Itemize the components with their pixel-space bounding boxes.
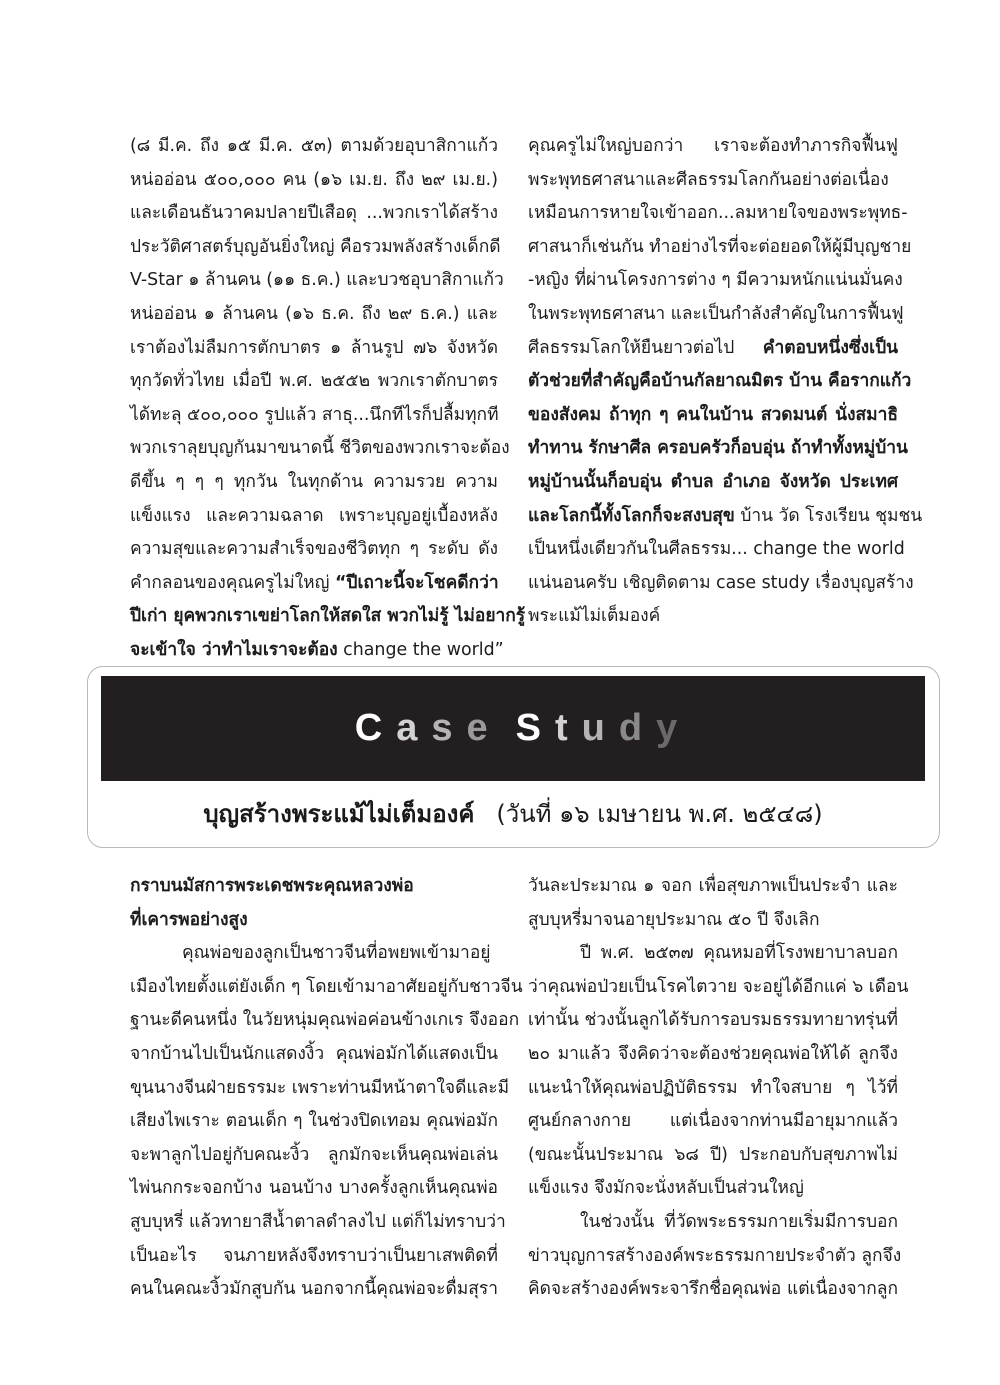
bold-line: ทำทาน รักษาศีล ครอบครัวก็อบอุ่น ถ้าทำทั้งหมู่บ้าน [528, 438, 908, 459]
case-study-letter: y [656, 707, 692, 749]
bold-line: ของสังคม ถ้าทุก ๆ คนในบ้าน สวดมนต์ นั่งสมาธิ [528, 404, 898, 425]
case-study-banner [101, 676, 925, 781]
text-line: หน่ออ่อน ๕๐๐,๐๐๐ คน (๑๖ เม.ย. ถึง ๒๙ เม.ย.) [130, 169, 498, 190]
text-line: แนะนำให้คุณพ่อปฏิบัติธรรม ทำใจสบาย ๆ ไว้ที่ [528, 1077, 898, 1098]
case-study-letter: S [515, 707, 555, 749]
text-line: เมืองไทยตั้งแต่ยังเด็ก ๆ โดยเข้ามาอาศัยอยู่กับชาวจีน [130, 976, 523, 997]
text-line: เป็นหนึ่งเดียวกันในศีลธรรม... change the world [528, 539, 905, 560]
text-line: คนในคณะงิ้วมักสูบกัน นอกจากนี้คุณพ่อจะดื่มสุรา [130, 1279, 498, 1300]
text-line: (ขณะนั้นประมาณ ๖๘ ปี) ประกอบกับสุขภาพไม่ [528, 1144, 898, 1165]
quote-bold: “ปีเถาะนี้จะโชคดีกว่า [335, 572, 499, 593]
text-line: ในช่วงนั้น ที่วัดพระธรรมกายเริ่มมีการบอก [580, 1211, 898, 1232]
top-left-column [130, 130, 526, 668]
text-line: ดีขึ้น ๆ ๆ ๆ ทุกวัน ในทุกด้าน ความรวย ความ [130, 471, 498, 492]
bold-line: ตัวช่วยที่สำคัญคือบ้านกัลยาณมิตร บ้าน คือรากแก้ว [528, 371, 912, 392]
case-study-heading: บุญสร้างพระแม้ไม่เต็มองค์ [203, 800, 475, 828]
text-line: จากบ้านไปเป็นนักแสดงงิ้ว คุณพ่อมักได้แสดงเป็น [130, 1043, 498, 1064]
text-line: ๒๐ มาแล้ว จึงคิดว่าจะต้องช่วยคุณพ่อให้ได้ ลูกจึง [528, 1043, 898, 1064]
line-bold: และโลกนี้ทั้งโลกก็จะสงบสุข [528, 505, 735, 526]
text-line: ในพระพุทธศาสนา และเป็นกำลังสำคัญในการฟื้นฟู [528, 303, 904, 324]
text-line: ไพ่นกกระจอกบ้าง นอนบ้าง บางครั้งลูกเห็นคุณพ่อ [130, 1178, 498, 1199]
text-line: ปี พ.ศ. ๒๕๓๗ คุณหมอที่โรงพยาบาลบอก [580, 943, 898, 964]
line-normal: บ้าน วัด โรงเรียน ชุมชน [734, 505, 923, 526]
text-line: เราต้องไม่ลืมการตักบาตร ๑ ล้านรูป ๗๖ จังหวัด [130, 337, 498, 358]
text-line: ข่าวบุญการสร้างองค์พระธรรมกายประจำตัว ลูกจึง [528, 1245, 902, 1266]
text-line: เป็นอะไร จนภายหลังจึงทราบว่าเป็นยาเสพติดที่ [130, 1245, 498, 1266]
text-line: สูบบุหรี่มาจนอายุประมาณ ๕๐ ปี จึงเลิก [528, 909, 820, 930]
text-line: ทุกวัดทั่วไทย เมื่อปี พ.ศ. ๒๕๕๒ พวกเราตักบาตร [130, 371, 498, 392]
text-line: แข็งแรง และความฉลาด เพราะบุญอยู่เบื้องหลัง [130, 505, 498, 526]
line-normal: ศีลธรรมโลกให้ยืนยาวต่อไป [528, 337, 763, 358]
letter-heading: กราบนมัสการพระเดชพระคุณหลวงพ่อ [130, 876, 414, 896]
text-line: เสียงไพเราะ ตอนเด็ก ๆ ในช่วงปิดเทอม คุณพ่อมัก [130, 1111, 498, 1132]
case-study-letter: C [354, 707, 397, 749]
case-study-letter: u [581, 707, 619, 749]
text-line [528, 332, 898, 366]
quote-line: ปีเก่า ยุคพวกเราเขย่าโลกให้สดใส พวกไม่รู้ ไม่อยากรู้ [130, 606, 526, 627]
text-line: เหมือนการหายใจเข้าออก...ลมหายใจของพระพุทธ- [528, 203, 908, 224]
quote-lead: คำกลอนของคุณครูไม่ใหญ่ [130, 572, 335, 593]
case-study-letter [502, 707, 516, 750]
quote-line [130, 634, 504, 668]
text-line: ความสุขและความสำเร็จของชีวิตทุก ๆ ระดับ ดัง [130, 539, 498, 560]
case-study-letter: t [555, 707, 582, 749]
case-study-letter: d [618, 707, 657, 749]
text-line: พระแม้ไม่เต็มองค์ [528, 606, 661, 627]
top-right-column [528, 130, 923, 634]
quote-line [130, 567, 498, 601]
text-line [528, 500, 923, 534]
text-line: ศูนย์กลางกาย แต่เนื่องจากท่านมีอายุมากแล้ว [528, 1111, 898, 1132]
case-study-date: (วันที่ ๑๖ เมษายน พ.ศ. ๒๕๔๘) [496, 800, 823, 828]
text-line: (๘ มี.ค. ถึง ๑๕ มี.ค. ๕๓) ตามด้วยอุบาสิกาแก้ว [130, 136, 498, 156]
text-line: พระพุทธศาสนาและศีลธรรมโลกกันอย่างต่อเนื่อง [528, 169, 889, 190]
text-line: ได้ทะลุ ๕๐๐,๐๐๐ รูปแล้ว สาธุ...นึกทีไรก็ปลื้มทุกที [130, 404, 499, 425]
case-study-title [101, 676, 925, 781]
text-line: เท่านั้น ช่วงนั้นลูกได้รับการอบรมธรรมทายาทรุ่นที่ [528, 1010, 898, 1031]
bottom-left-column [130, 870, 523, 1307]
case-study-letter: e [466, 707, 502, 749]
text-line: หน่ออ่อน ๑ ล้านคน (๑๖ ธ.ค. ถึง ๒๙ ธ.ค.) และ [130, 303, 498, 324]
line-bold: คำตอบหนึ่งซึ่งเป็น [762, 337, 898, 358]
text-line: คิดจะสร้างองค์พระจารึกชื่อคุณพ่อ แต่เนื่องจากลูก [528, 1279, 898, 1300]
text-line: คุณครูไม่ใหญ่บอกว่า เราจะต้องทำภารกิจฟื้นฟู [528, 136, 898, 156]
text-line: ขุนนางจีนฝ่ายธรรมะ เพราะท่านมีหน้าตาใจดีและมี [130, 1077, 510, 1098]
text-line: -หญิง ที่ผ่านโครงการต่าง ๆ มีความหนักแน่นมั่นคง [528, 270, 903, 291]
case-study-letter: a [396, 707, 432, 749]
text-line: ว่าคุณพ่อป่วยเป็นโรคไตวาย จะอยู่ได้อีกแค่ ๖ เดือน [528, 976, 909, 997]
text-line: คุณพ่อของลูกเป็นชาวจีนที่อพยพเข้ามาอยู่ [182, 943, 491, 964]
quote-bold: จะเข้าใจ ว่าทำไมเราจะต้อง [130, 639, 338, 660]
text-line: ฐานะดีคนหนึ่ง ในวัยหนุ่มคุณพ่อค่อนข้างเกเร จึงออก [130, 1010, 520, 1031]
text-line: แข็งแรง จึงมักจะนั่งหลับเป็นส่วนใหญ่ [528, 1178, 804, 1199]
text-line: วันละประมาณ ๑ จอก เพื่อสุขภาพเป็นประจำ และ [528, 876, 898, 896]
letter-heading: ที่เคารพอย่างสูง [130, 909, 248, 930]
text-line: พวกเราลุยบุญกันมาขนาดนี้ ชีวิตของพวกเราจะต้อง [130, 438, 510, 459]
text-line: ประวัติศาสตร์บุญอันยิ่งใหญ่ คือรวมพลังสร้างเด็กดี [130, 236, 501, 257]
case-study-subtitle [101, 792, 925, 836]
bottom-right-column [528, 870, 909, 1307]
quote-end: change the world” [337, 639, 504, 660]
text-line: จะพาลูกไปอยู่กับคณะงิ้ว ลูกมักจะเห็นคุณพ่อเล่น [130, 1144, 498, 1165]
text-line: V-Star ๑ ล้านคน (๑๑ ธ.ค.) และบวชอุบาสิกาแก้ว [130, 270, 504, 291]
text-line: แน่นอนครับ เชิญติดตาม case study เรื่องบุญสร้าง [528, 572, 914, 593]
text-line: และเดือนธันวาคมปลายปีเสือดุ ...พวกเราได้สร้าง [130, 203, 498, 224]
text-line: สูบบุหรี่ แล้วทายาสีน้ำตาลดำลงไป แต่ก็ไม่ทราบว่า [130, 1211, 506, 1232]
text-line: ศาสนาก็เช่นกัน ทำอย่างไรที่จะต่อยอดให้ผู้มีบุญชาย [528, 236, 912, 257]
bold-line: หมู่บ้านนั้นก็อบอุ่น ตำบล อำเภอ จังหวัด ประเทศ [528, 471, 898, 492]
case-study-letter: s [431, 707, 467, 749]
